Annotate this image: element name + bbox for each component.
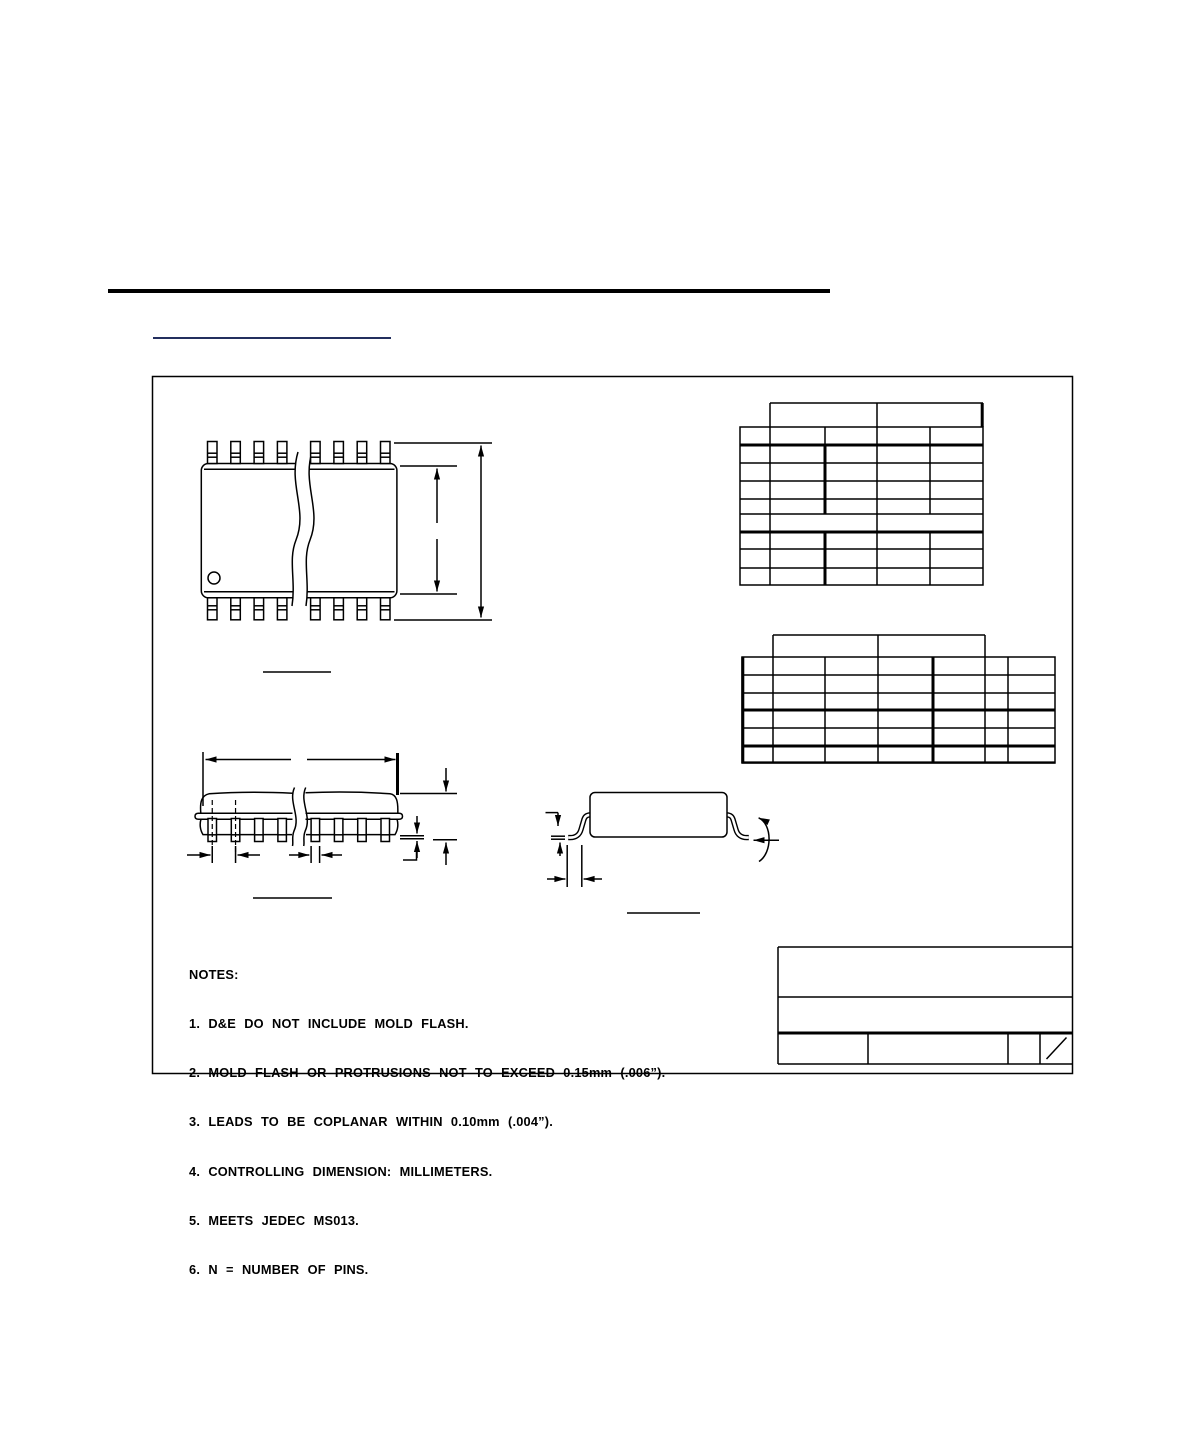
package-side-view	[195, 788, 403, 853]
pin1-indicator-dot	[208, 572, 220, 584]
notes-block	[189, 934, 665, 1311]
note-line: 3. LEADS TO BE COPLANAR WITHIN 0.10mm (.004”).	[189, 1114, 553, 1130]
package-top-view	[201, 442, 397, 620]
side-view-dimensions	[187, 752, 457, 865]
note-line: 5. MEETS JEDEC MS013.	[189, 1212, 359, 1228]
note-line: 2. MOLD FLASH OR PROTRUSIONS NOT TO EXCEED 0.15mm (.006”).	[189, 1065, 666, 1081]
break-line	[293, 788, 297, 847]
revision-slash	[1047, 1038, 1067, 1060]
end-view-body	[590, 793, 727, 838]
note-line: 4. CONTROLLING DIMENSION: MILLIMETERS.	[189, 1163, 493, 1179]
notes-title: NOTES:	[189, 966, 239, 982]
side-view-leads	[208, 819, 390, 842]
dimension-table-upper	[740, 403, 983, 585]
package-end-view	[568, 793, 749, 838]
break-line	[304, 788, 308, 847]
note-line: 6. N = NUMBER OF PINS.	[189, 1262, 369, 1278]
top-view-dimensions	[394, 443, 492, 620]
note-line: 1. D&E DO NOT INCLUDE MOLD FLASH.	[189, 1016, 469, 1032]
title-block	[778, 947, 1073, 1064]
dimension-table-lower	[742, 635, 1055, 763]
